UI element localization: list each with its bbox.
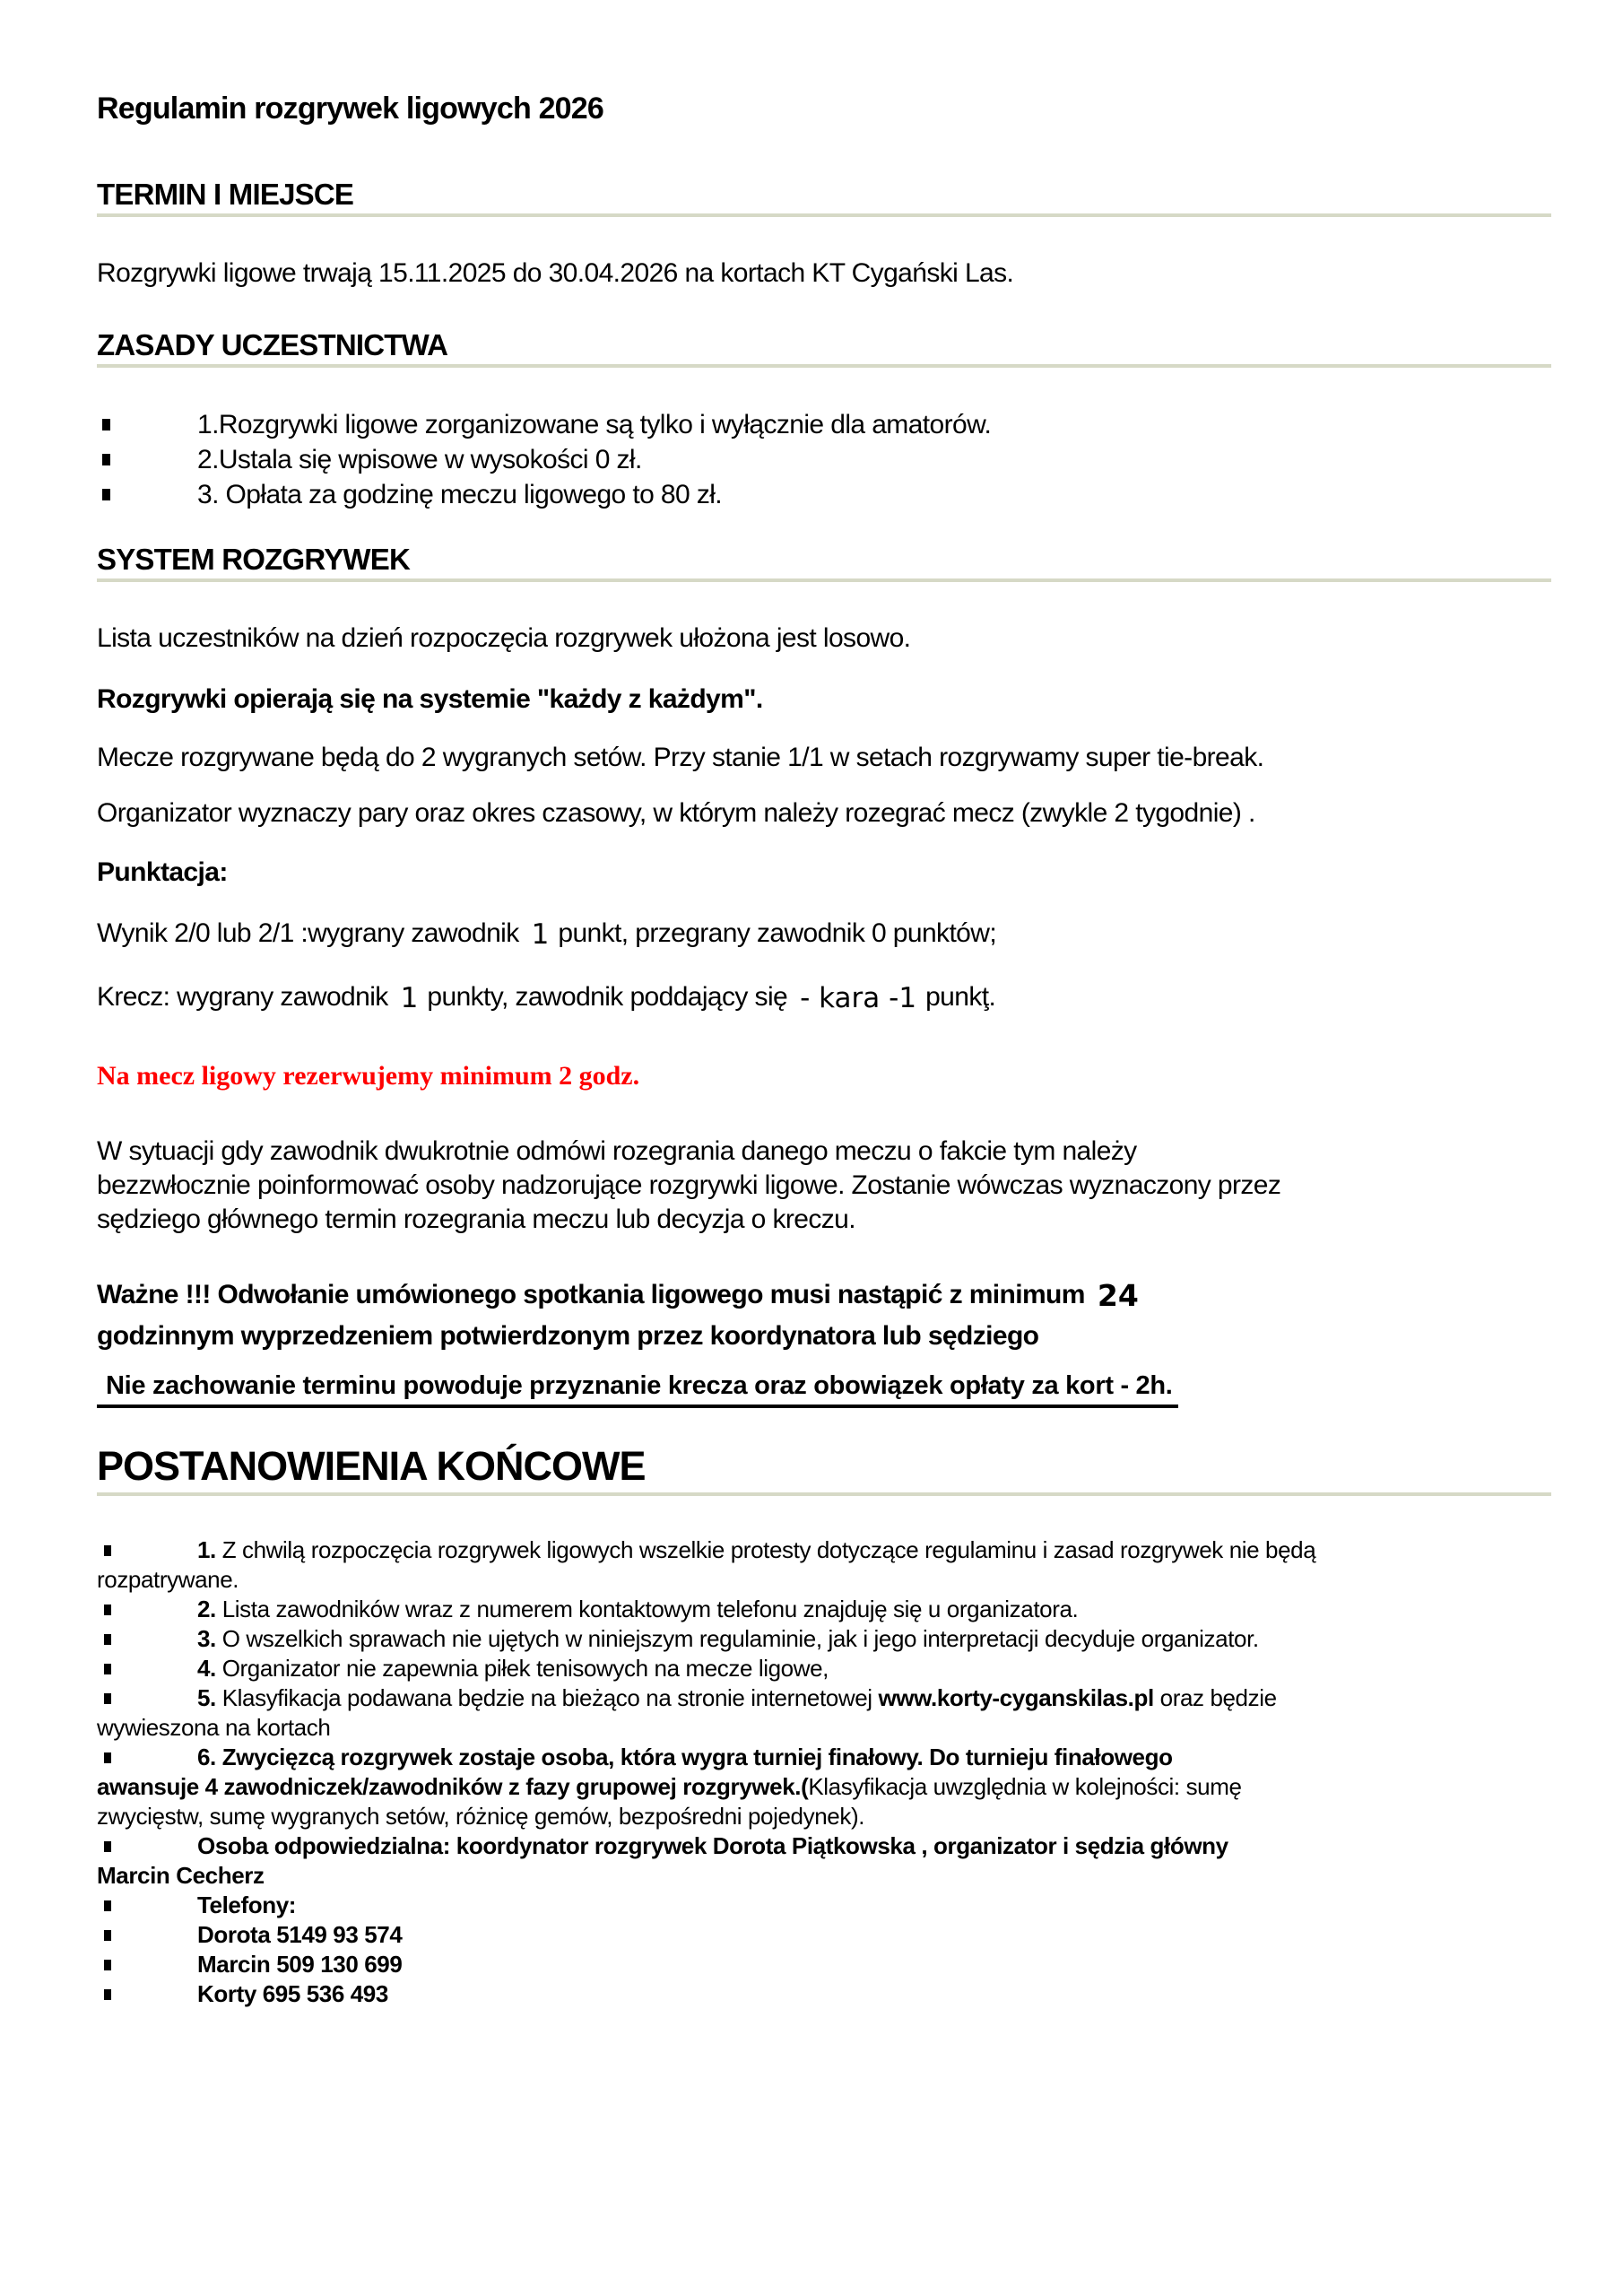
item-text: zwycięstw, sumę wygranych setów, różnicę gemów, bezpośredni pojedynek).: [97, 1803, 865, 1830]
bullet-square-icon: [102, 454, 110, 465]
list-item: [97, 1743, 1551, 1831]
item-text: oraz będzie: [1153, 1684, 1277, 1711]
odmowa-line: W sytuacji gdy zawodnik dwukrotnie odmówi rozegrania danego meczu o fakcie tym należy: [97, 1136, 1137, 1166]
list-item: [97, 477, 1551, 512]
item-number: 4.: [197, 1655, 216, 1682]
termin-paragraph: Rozgrywki ligowe trwają 15.11.2025 do 30.04.2026 na kortach KT Cygański Las.: [97, 258, 1014, 288]
bullet-square-icon: [104, 1605, 111, 1615]
website-url: www.korty-cyganskilas.pl: [878, 1684, 1154, 1711]
paragraph-lista-uczestnikow: Lista uczestników na dzień rozpoczęcia rozgrywek ułożona jest losowo.: [97, 623, 911, 653]
phone-dorota: Dorota 5149 93 574: [197, 1921, 403, 1948]
list-item: [97, 1950, 1551, 1979]
document-title: Regulamin rozgrywek ligowych 2026: [97, 91, 604, 126]
list-item: [97, 1535, 1551, 1595]
wazne-text: Ważne !!! Odwołanie umówionego spotkania ligowego musi nastąpić z minimum: [97, 1280, 1085, 1309]
bullet-square-icon: [104, 1664, 111, 1674]
responsible-person-text: Osoba odpowiedzialna: koordynator rozgrywek Dorota Piątkowska , organizator i sędzia główny: [197, 1832, 1228, 1859]
inserted-number: 1: [531, 918, 550, 951]
bullet-square-icon: [104, 1634, 111, 1645]
paragraph-mecze: Mecze rozgrywane będą do 2 wygranych setów. Przy stanie 1/1 w setach rozgrywamy super tie-break.: [97, 743, 1264, 772]
responsible-person-text: Marcin Cecherz: [97, 1862, 265, 1889]
bullet-square-icon: [104, 1960, 111, 1970]
phone-korty: Korty 695 536 493: [197, 1980, 388, 2007]
bullet-square-icon: [104, 1930, 111, 1941]
list-item: [97, 442, 1551, 477]
odmowa-line: sędziego głównego termin rozegrania meczu lub decyzja o kreczu.: [97, 1205, 855, 1234]
inserted-number: 24: [1097, 1278, 1139, 1313]
item-text: awansuje 4 zawodniczek/zawodników z fazy grupowej rozgrywek.(: [97, 1773, 809, 1800]
list-item-text: 3. Opłata za godzinę meczu ligowego to 80 zł.: [197, 480, 723, 509]
section-heading-zasady-uczestnictwa: ZASADY UCZESTNICTWA: [97, 328, 1551, 368]
list-item: [97, 1595, 1551, 1624]
wynik-text: punkt, przegrany zawodnik 0 punktów;: [558, 918, 997, 948]
item-text: wywieszona na kortach: [97, 1714, 331, 1741]
krecz-text: punkţ.: [925, 982, 996, 1012]
bullet-square-icon: [102, 489, 110, 500]
bullet-square-icon: [104, 1989, 111, 2000]
paragraph-organizator: Organizator wyznaczy pary oraz okres czasowy, w którym należy rozegrać mecz (zwykle 2 tygodnie) .: [97, 798, 1255, 828]
paragraph-kazdy-z-kazdym: Rozgrywki opierają się na systemie "każdy z każdym".: [97, 684, 763, 714]
krecz-text: Krecz: wygrany zawodnik: [97, 982, 388, 1012]
deadline-warning-text: Nie zachowanie terminu powoduje przyznanie krecza oraz obowiązek opłaty za kort - 2h.: [97, 1371, 1178, 1408]
inserted-number: 1: [400, 982, 419, 1014]
list-item: [97, 1891, 1551, 1920]
item-number: 5.: [197, 1684, 216, 1711]
inserted-kara-text: - kara -1: [800, 982, 917, 1014]
deadline-warning: [97, 1371, 1551, 1408]
krecz-text: punkty, zawodnik poddający się: [427, 982, 788, 1012]
item-text: Organizator nie zapewnia piłek tenisowych na mecze ligowe,: [215, 1655, 829, 1682]
paragraph-odmowa: [97, 1135, 1551, 1237]
item-text: Lista zawodników wraz z numerem kontaktowym telefonu znajduję się u organizatora.: [215, 1596, 1079, 1622]
bullet-square-icon: [104, 1752, 111, 1763]
list-item: [97, 407, 1551, 442]
wynik-text: Wynik 2/0 lub 2/1 :wygrany zawodnik: [97, 918, 519, 948]
list-item: [97, 1654, 1551, 1683]
paragraph-wynik: [97, 917, 1551, 951]
wazne-notice: [97, 1274, 1551, 1357]
list-item: [97, 1920, 1551, 1950]
item-text: Klasyfikacja podawana będzie na bieżąco na stronie internetowej: [215, 1684, 879, 1711]
bullet-square-icon: [102, 419, 110, 430]
phone-marcin: Marcin 509 130 699: [197, 1951, 403, 1978]
bullet-square-icon: [104, 1841, 111, 1852]
red-warning-note: Na mecz ligowy rezerwujemy minimum 2 godz.: [97, 1061, 640, 1091]
list-item: [97, 1831, 1551, 1891]
item-text: O wszelkich sprawach nie ujętych w niniejszym regulaminie, jak i jego interpretacji decyduje organizator.: [215, 1625, 1259, 1652]
zasady-list: [97, 407, 1551, 512]
phones-label: Telefony:: [197, 1892, 297, 1918]
bullet-square-icon: [104, 1693, 111, 1704]
wazne-text: godzinnym wyprzedzeniem potwierdzonym przez koordynatora lub sędziego: [97, 1321, 1039, 1351]
list-item-text: 2.Ustala się wpisowe w wysokości 0 zł.: [197, 445, 642, 474]
section-heading-system-rozgrywek: SYSTEM ROZGRYWEK: [97, 543, 1551, 582]
bullet-square-icon: [104, 1545, 111, 1556]
item-number: 1.: [197, 1536, 216, 1563]
item-text: Z chwilą rozpoczęcia rozgrywek ligowych wszelkie protesty dotyczące regulaminu i zasad rozgrywek nie będą: [215, 1536, 1316, 1563]
section-heading-termin-i-miejsce: TERMIN I MIEJSCE: [97, 178, 1551, 217]
paragraph-krecz: [97, 980, 1551, 1014]
item-text: Klasyfikacja uwzględnia w kolejności: sumę: [808, 1773, 1242, 1800]
list-item: [97, 1683, 1551, 1743]
list-item: [97, 1624, 1551, 1654]
odmowa-line: bezzwłocznie poinformować osoby nadzorujące rozgrywki ligowe. Zostanie wówczas wyznaczony przez: [97, 1170, 1281, 1200]
bullet-square-icon: [104, 1900, 111, 1911]
punktacja-heading: Punktacja:: [97, 857, 228, 887]
item-text: rozpatrywane.: [97, 1566, 239, 1593]
postanowienia-list: [97, 1535, 1551, 2009]
item-number: 3.: [197, 1625, 216, 1652]
list-item: [97, 1979, 1551, 2009]
list-item-text: 1.Rozgrywki ligowe zorganizowane są tylko i wyłącznie dla amatorów.: [197, 410, 992, 439]
item-number: 2.: [197, 1596, 216, 1622]
section-heading-postanowienia-koncowe: POSTANOWIENIA KOŃCOWE: [97, 1444, 1551, 1496]
item-text: 6. Zwycięzcą rozgrywek zostaje osoba, która wygra turniej finałowy. Do turnieju finałowego: [197, 1744, 1173, 1770]
